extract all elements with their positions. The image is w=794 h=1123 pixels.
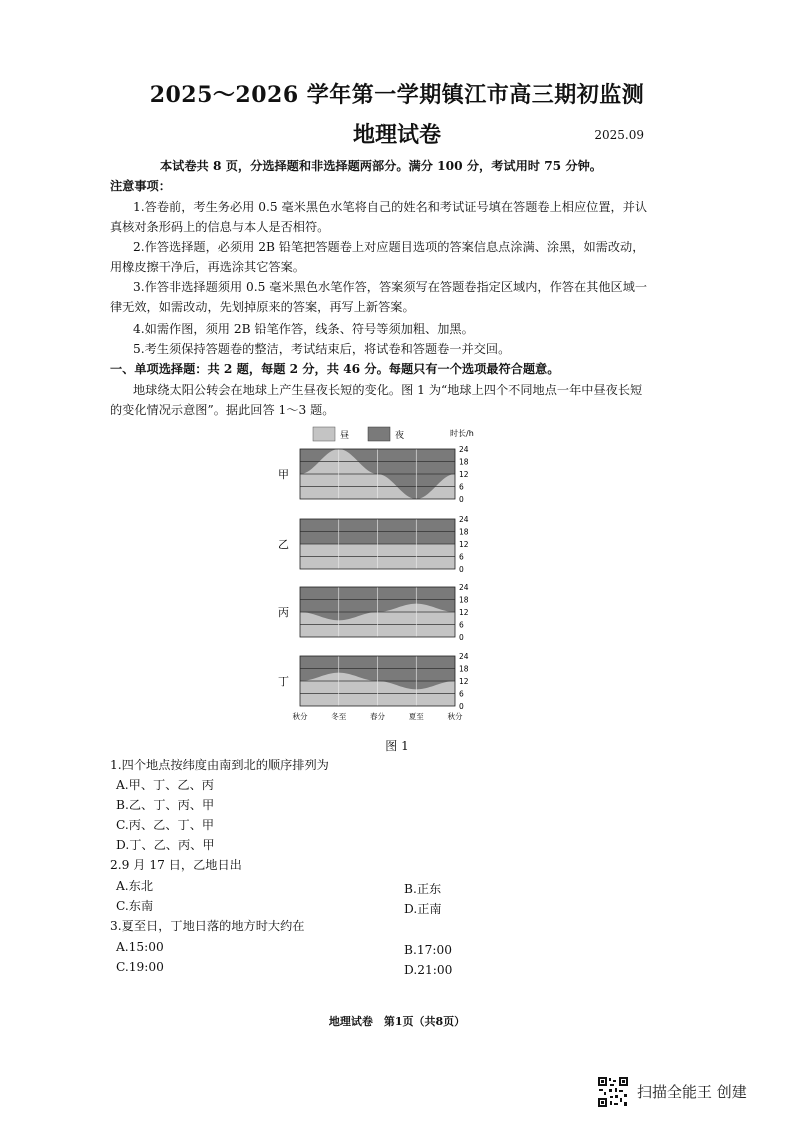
notice-line: 用橡皮擦干净后，再选涂其它答案。 <box>110 260 305 274</box>
notice-heading: 注意事项： <box>110 179 171 193</box>
y-tick-label: 0 <box>459 495 464 504</box>
question-option: C.东南 <box>116 899 154 913</box>
x-tick-label: 秋分 <box>292 712 308 721</box>
y-tick-label: 24 <box>459 515 469 524</box>
legend-day-label: 昼 <box>340 431 350 441</box>
question-stem: 1.四个地点按纬度由南到北的顺序排列为 <box>110 758 329 772</box>
y-tick-label: 6 <box>459 689 464 699</box>
panel-label: 丁 <box>278 675 289 688</box>
question-option: B.乙、丁、丙、甲 <box>116 798 215 812</box>
y-tick-label: 6 <box>459 620 464 630</box>
exam-date: 2025.09 <box>594 128 644 142</box>
question-option: B.17:00 <box>404 943 452 957</box>
y-tick-label: 18 <box>459 595 469 605</box>
y-tick-label: 18 <box>459 527 469 537</box>
legend-night-swatch <box>368 427 390 441</box>
legend-day-swatch <box>313 427 335 441</box>
x-tick-label: 冬至 <box>331 712 347 721</box>
question-option: D.丁、乙、丙、甲 <box>116 838 215 852</box>
x-tick-label: 春分 <box>370 712 385 721</box>
panel-label: 丙 <box>278 606 289 619</box>
scanner-watermark: 扫描全能王 创建 <box>637 1083 747 1101</box>
notice-line: 律无效，如需改动，先划掉原来的答案，再写上新答案。 <box>110 300 415 314</box>
notice-line: 真核对条形码上的信息与本人是否相符。 <box>110 220 330 234</box>
exam-title: 2025～2026 学年第一学期镇江市高三期初监测 <box>149 82 645 108</box>
question-lead: 地球绕太阳公转会在地球上产生昼夜长短的变化。图 1 为“地球上四个不同地点一年中昼夜长短 <box>133 383 643 397</box>
exam-intro: 本试卷共 8 页，分选择题和非选择题两部分。满分 100 分，考试用时 75 分钟。 <box>160 159 602 173</box>
y-tick-label: 6 <box>459 482 464 492</box>
y-tick-label: 18 <box>459 664 469 674</box>
question-stem: 2.9 月 17 日，乙地日出 <box>110 858 242 872</box>
panel-label: 乙 <box>278 538 289 551</box>
notice-line: 1.答卷前，考生务必用 0.5 毫米黑色水笔将自己的姓名和考试证号填在答题卷上相应位置，并认 <box>133 200 648 214</box>
question-option: C.19:00 <box>116 960 164 974</box>
question-option: A.15:00 <box>116 940 164 954</box>
figure-caption: 图 1 <box>385 739 409 753</box>
question-option: B.正东 <box>404 882 442 896</box>
y-tick-label: 0 <box>459 565 464 574</box>
notice-line: 2.作答选择题，必须用 2B 铅笔把答题卷上对应题目选项的答案信息点涂满、涂黑，如需改动， <box>133 240 645 254</box>
y-tick-label: 18 <box>459 457 469 467</box>
y-tick-label: 12 <box>459 470 469 479</box>
y-tick-label: 24 <box>459 583 469 592</box>
exam-subject: 地理试卷 <box>352 122 441 148</box>
legend-night-label: 夜 <box>395 431 405 441</box>
notice-line: 4.如需作图，须用 2B 铅笔作答，线条、符号等须加粗、加黑。 <box>133 322 474 336</box>
y-tick-label: 12 <box>459 540 469 549</box>
question-stem: 3.夏至日，丁地日落的地方时大约在 <box>110 919 305 933</box>
question-option: D.正南 <box>404 902 442 916</box>
page-footer: 地理试卷 第1页（共8页） <box>328 1015 466 1028</box>
y-tick-label: 24 <box>459 445 469 454</box>
question-option: A.东北 <box>116 879 154 893</box>
section-heading: 一、单项选择题：共 2 题，每题 2 分，共 46 分。每题只有一个选项最符合题意。 <box>110 362 560 376</box>
axis-unit-label: 时长/h <box>450 429 474 438</box>
notice-line: 3.作答非选择题须用 0.5 毫米黑色水笔作答，答案须写在答题卷指定区域内，作答在其他区域一 <box>133 280 648 294</box>
y-tick-label: 12 <box>459 608 469 617</box>
qr-code-icon <box>597 1076 629 1108</box>
y-tick-label: 0 <box>459 633 464 642</box>
notice-line: 5.考生须保持答题卷的整洁，考试结束后，将试卷和答题卷一并交回。 <box>133 342 511 356</box>
y-tick-label: 12 <box>459 677 469 686</box>
x-tick-label: 夏至 <box>408 712 424 721</box>
panel-label: 甲 <box>278 468 289 481</box>
question-option: A.甲、丁、乙、丙 <box>116 778 214 792</box>
question-option: C.丙、乙、丁、甲 <box>116 818 215 832</box>
y-tick-label: 0 <box>459 702 464 711</box>
question-option: D.21:00 <box>404 963 453 977</box>
y-tick-label: 24 <box>459 652 469 661</box>
daylength-figure <box>270 424 500 729</box>
x-tick-label: 秋分 <box>447 712 463 721</box>
question-lead: 的变化情况示意图”。据此回答 1～3 题。 <box>110 403 335 417</box>
y-tick-label: 6 <box>459 552 464 562</box>
